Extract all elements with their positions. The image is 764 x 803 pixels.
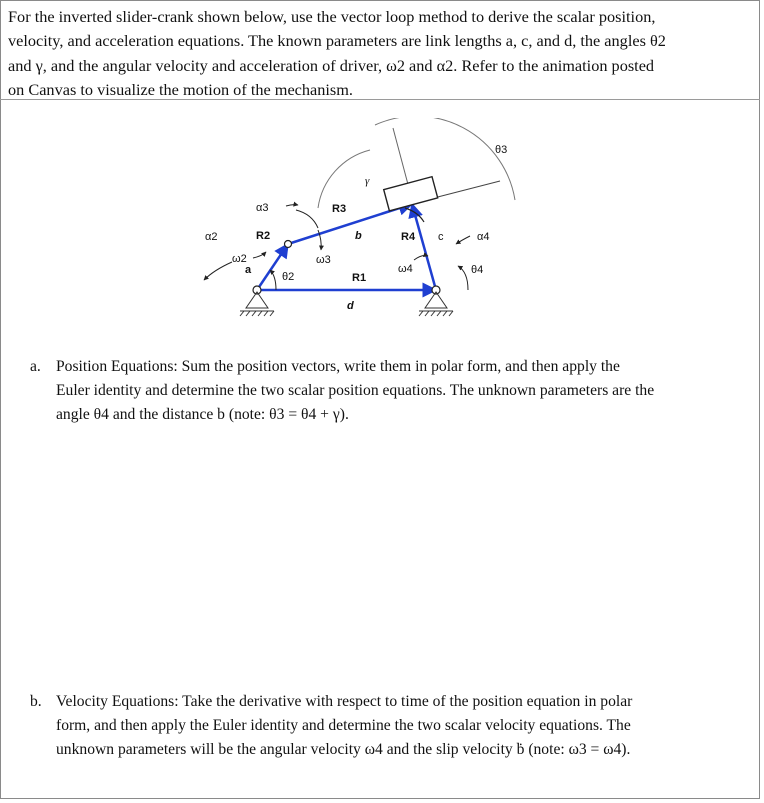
label-theta2: θ2 — [282, 271, 295, 283]
label-R3: R3 — [332, 203, 347, 215]
label-R2: R2 — [256, 230, 271, 242]
slider-block — [384, 177, 438, 211]
slider-crank-diagram — [195, 118, 525, 333]
question-line: Velocity Equations: Take the derivative with respect to time of the position equation in polar — [56, 693, 633, 710]
label-c: c — [438, 231, 444, 243]
label-omega2: ω2 — [232, 253, 247, 265]
ground-support-right — [419, 292, 453, 316]
alpha3-arrow — [286, 205, 298, 206]
question-line: unknown parameters will be the angular velocity ω4 and the slip velocity ḃ (note: ω3 = ω4). — [56, 741, 631, 758]
label-gamma: γ — [365, 175, 370, 187]
label-alpha3: α3 — [256, 202, 269, 214]
question-label: b. — [30, 693, 42, 710]
R2-vector — [257, 244, 288, 290]
label-theta3: θ3 — [495, 144, 508, 156]
label-omega3: ω3 — [316, 254, 331, 266]
label-b: b — [355, 230, 362, 242]
ground-support-left — [240, 292, 274, 316]
question-line: Position Equations: Sum the position vectors, write them in polar form, and then apply the — [56, 358, 620, 375]
alpha3-curve — [296, 210, 318, 228]
label-theta4: θ4 — [471, 264, 484, 276]
label-alpha2: α2 — [205, 231, 218, 243]
question-b — [30, 690, 756, 770]
question-label: a. — [30, 358, 41, 375]
label-omega4: ω4 — [398, 263, 413, 275]
pin-A — [285, 241, 292, 248]
label-R1: R1 — [352, 272, 367, 284]
omega2-arrow — [253, 252, 266, 258]
problem-statement — [8, 5, 754, 102]
intro-line: on Canvas to visualize the motion of the mechanism. — [8, 79, 353, 99]
label-R4: R4 — [401, 231, 416, 243]
question-a — [30, 355, 756, 435]
label-alpha4: α4 — [477, 231, 490, 243]
question-line: Euler identity and determine the two scalar position equations. The unknown parameters are the — [56, 382, 655, 399]
section-divider — [0, 99, 760, 100]
question-line: form, and then apply the Euler identity and determine the two scalar velocity equations. The — [56, 717, 631, 734]
alpha2-arrow — [204, 262, 232, 280]
theta2-arc — [270, 270, 276, 290]
intro-line: For the inverted slider-crank shown below, use the vector loop method to derive the scalar position, — [8, 7, 656, 26]
intro-line: and γ, and the angular velocity and acceleration of driver, ω2 and α2. Refer to the animation posted — [8, 55, 655, 75]
R4-vector — [412, 204, 436, 290]
question-line: angle θ4 and the distance b (note: θ3 = θ4 + γ). — [56, 406, 349, 423]
label-d: d — [347, 300, 354, 312]
label-a: a — [245, 264, 252, 276]
gamma-arc — [318, 150, 370, 208]
intro-line: velocity, and acceleration equations. The known parameters are link lengths a, c, and d, the angles θ2 — [8, 31, 666, 51]
theta4-arc — [458, 266, 468, 290]
alpha4-arrow — [456, 236, 470, 244]
